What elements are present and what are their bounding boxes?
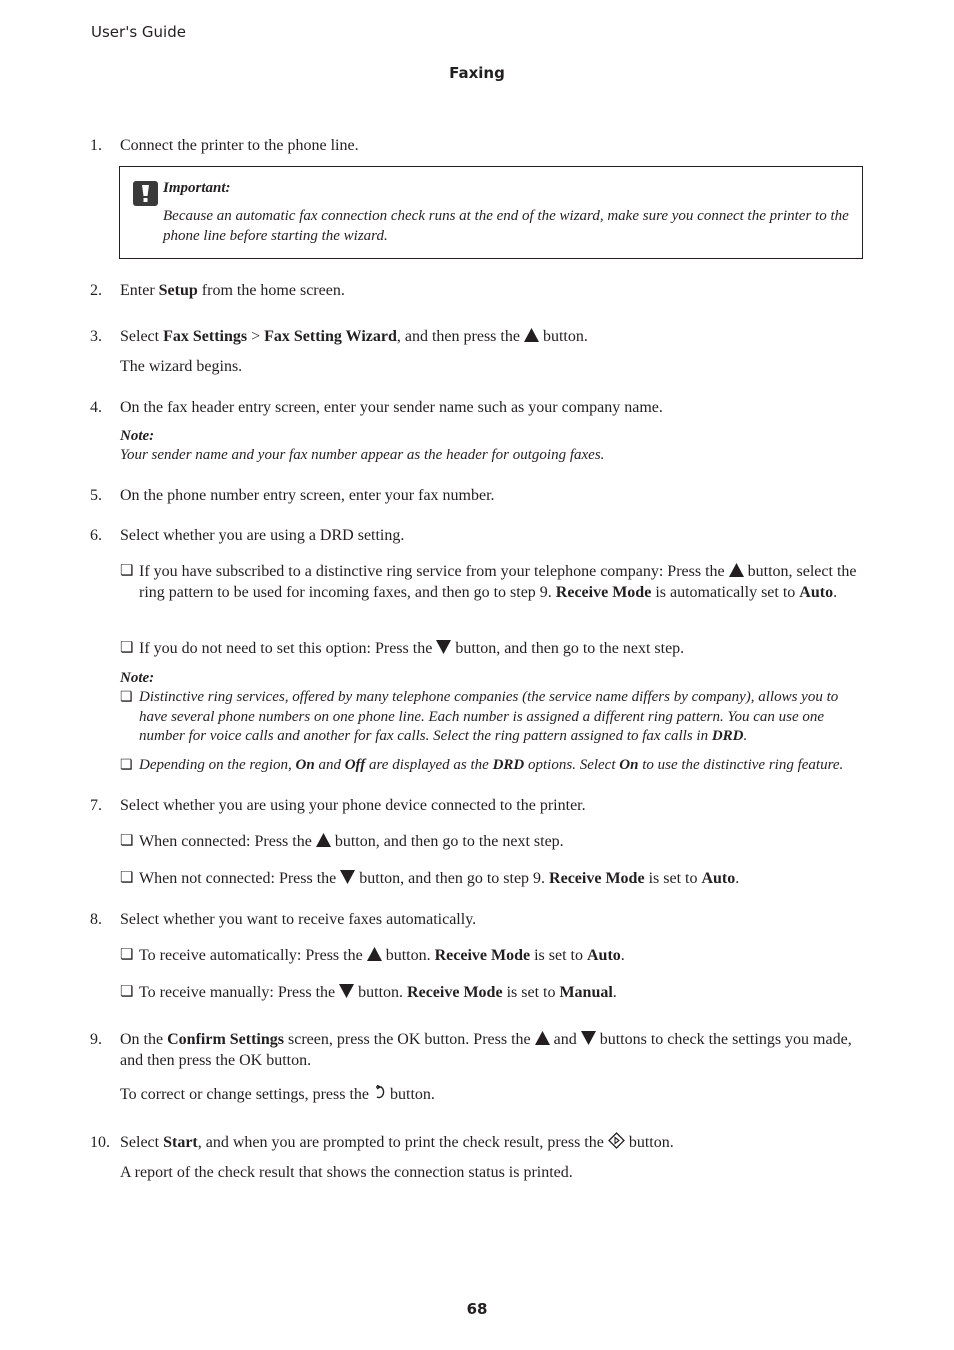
up-triangle-icon — [524, 328, 539, 342]
step-2 — [90, 280, 870, 301]
step-number: 7. — [90, 797, 102, 814]
step-text: Connect the printer to the phone line. — [120, 137, 359, 154]
step-text: On the Confirm Settings screen, press the OK button. Press the and buttons to check the settings you made, and then press the OK button. — [120, 1031, 852, 1069]
step-number: 4. — [90, 399, 102, 416]
list-item: ❏ When connected: Press the button, and then go to the next step. — [120, 833, 564, 850]
back-icon — [373, 1085, 386, 1100]
up-triangle-icon — [316, 833, 331, 847]
note-list-item: ❏ Distinctive ring services, offered by many telephone companies (the service name differs by company), allows you to have several phone numbers on one phone line. Each number is assigned a different ring pattern. You can use one number for voice calls and another for fax calls. Select the ring pattern assigned to fax calls in DRD. — [120, 689, 839, 744]
up-triangle-icon — [535, 1031, 550, 1045]
step-number: 10. — [90, 1134, 110, 1151]
list-item: ❏ To receive automatically: Press the button. Receive Mode is set to Auto. — [120, 947, 625, 964]
list-item: ❏ When not connected: Press the button, and then go to step 9. Receive Mode is set to Auto. — [120, 870, 740, 887]
step-number: 8. — [90, 911, 102, 928]
checkbox-bullet-icon: ❏ — [120, 563, 134, 579]
down-triangle-icon — [436, 640, 451, 654]
step-text: Select Start, and when you are prompted to print the check result, press the button. — [120, 1134, 674, 1151]
page-number: 68 — [466, 1300, 488, 1318]
step-text: On the fax header entry screen, enter your sender name such as your company name. — [120, 399, 663, 416]
step-text: Enter Setup from the home screen. — [120, 282, 345, 299]
checkbox-bullet-icon: ❏ — [120, 870, 134, 886]
up-triangle-icon — [367, 947, 382, 961]
step-10-result: A report of the check result that shows the connection status is printed. — [120, 1164, 573, 1181]
step-9 — [90, 1029, 870, 1071]
step-6 — [90, 525, 870, 546]
list-item: ❏ To receive manually: Press the button. Receive Mode is set to Manual. — [120, 984, 617, 1001]
step-number: 9. — [90, 1031, 102, 1048]
important-callout — [119, 166, 863, 259]
step-5 — [90, 485, 870, 506]
checkbox-bullet-icon: ❏ — [120, 947, 134, 963]
step-3-result: The wizard begins. — [120, 358, 243, 375]
step-4 — [90, 397, 870, 418]
checkbox-bullet-icon: ❏ — [120, 984, 134, 1000]
step-number: 5. — [90, 487, 102, 504]
note-text: Your sender name and your fax number appear as the header for outgoing faxes. — [120, 447, 605, 463]
note-list-item: ❏ Depending on the region, On and Off are displayed as the DRD options. Select On to use the distinctive ring feature. — [120, 756, 865, 776]
step-text: Select whether you are using a DRD setting. — [120, 527, 405, 544]
step-number: 2. — [90, 282, 102, 299]
step-text: On the phone number entry screen, enter your fax number. — [120, 487, 495, 504]
important-text: Because an automatic fax connection check runs at the end of the wizard, make sure you connect the printer to the phone line before starting the wizard. — [163, 208, 849, 244]
step-number: 1. — [90, 137, 102, 154]
step-text: Select whether you are using your phone device connected to the printer. — [120, 797, 586, 814]
step-number: 6. — [90, 527, 102, 544]
checkbox-bullet-icon: ❏ — [120, 758, 133, 773]
step-8 — [90, 909, 870, 930]
important-title: Important: — [163, 180, 231, 196]
step-3 — [90, 326, 870, 347]
checkbox-bullet-icon: ❏ — [120, 690, 133, 705]
down-triangle-icon — [581, 1031, 596, 1045]
step-10 — [90, 1132, 870, 1153]
step-1 — [90, 135, 870, 156]
checkbox-bullet-icon: ❏ — [120, 640, 134, 656]
step-9-tip: To correct or change settings, press the button. — [120, 1086, 435, 1103]
start-icon — [608, 1132, 625, 1149]
down-triangle-icon — [340, 870, 355, 884]
step-text: Select Fax Settings > Fax Setting Wizard, and then press the button. — [120, 328, 588, 345]
note-title: Note: — [120, 670, 155, 686]
step-number: 3. — [90, 328, 102, 345]
section-title: Faxing — [449, 64, 505, 82]
up-triangle-icon — [729, 563, 744, 577]
down-triangle-icon — [339, 984, 354, 998]
step-7 — [90, 795, 870, 816]
checkbox-bullet-icon: ❏ — [120, 833, 134, 849]
list-item: ❏ If you have subscribed to a distinctive ring service from your telephone company: Press the button, select the ring pattern to be used for incoming faxes, and then go to step 9. Receive Mode is automatically set to Auto. — [120, 563, 857, 601]
running-header: User's Guide — [91, 23, 186, 41]
note-title: Note: — [120, 428, 155, 444]
list-item: ❏ If you do not need to set this option: Press the button, and then go to the next step. — [120, 640, 685, 657]
important-icon — [133, 181, 158, 206]
step-text: Select whether you want to receive faxes automatically. — [120, 911, 477, 928]
